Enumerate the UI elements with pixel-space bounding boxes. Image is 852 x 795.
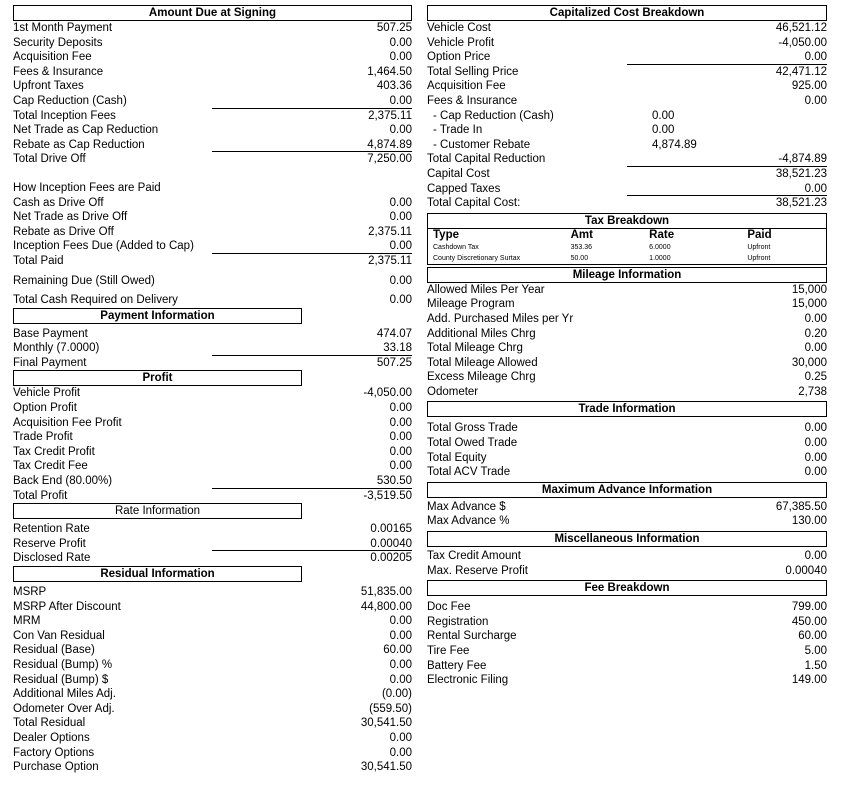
rate-info-header: Rate Information: [13, 503, 302, 519]
tax-section: [427, 229, 827, 265]
fee-row: Doc Fee 799.00: [427, 601, 827, 614]
payment-info-header: Payment Information: [13, 308, 302, 324]
cap-cost-section: [427, 21, 827, 211]
trade-row: Total Equity 0.00: [427, 451, 827, 464]
rate-row: Reserve Profit 0.00040: [13, 537, 412, 550]
residual-row: MSRP 51,835.00: [13, 586, 412, 598]
fee-row: Battery Fee 1.50: [427, 659, 827, 672]
residual-row: Con Van Residual 0.00: [13, 629, 412, 642]
mileage-row: Mileage Program 15,000: [427, 298, 827, 311]
cap-row: Vehicle Cost 46,521.12: [427, 22, 827, 34]
mileage-row: Total Mileage Chrg 0.00: [427, 342, 827, 355]
payment-row: Monthly (7.0000) 33.18: [13, 342, 412, 355]
right-column: [427, 5, 827, 688]
profit-header: Profit: [13, 370, 302, 386]
max-advance-row: Max Advance $ 67,385.50: [427, 500, 827, 513]
amount-due-header: Amount Due at Signing: [13, 5, 412, 21]
mileage-section: [427, 283, 827, 400]
amount-row: Cap Reduction (Cash) 0.00: [13, 94, 412, 107]
remaining-row: Remaining Due (Still Owed) 0.00: [13, 274, 412, 287]
residual-info-header: Residual Information: [13, 566, 302, 582]
profit-row: Tax Credit Fee 0.00: [13, 460, 412, 473]
paid-row: Inception Fees Due (Added to Cap) 0.00: [13, 240, 412, 253]
trade-section: [427, 421, 827, 479]
rate-info-section: [13, 522, 412, 566]
mileage-row: Odometer 2,738: [427, 385, 827, 398]
amount-row: Upfront Taxes 403.36: [13, 80, 412, 93]
profit-row: Trade Profit 0.00: [13, 431, 412, 444]
fee-section: [427, 600, 827, 688]
fee-row: Electronic Filing 149.00: [427, 674, 827, 687]
fee-header: Fee Breakdown: [427, 580, 827, 596]
mileage-row: Allowed Miles Per Year 15,000: [427, 283, 827, 296]
residual-row: Odometer Over Adj. (559.50): [13, 702, 412, 715]
misc-row: Max. Reserve Profit 0.00040: [427, 564, 827, 577]
cap-cost-header: Capitalized Cost Breakdown: [427, 5, 827, 21]
paid-row: Cash as Drive Off 0.00: [13, 196, 412, 209]
tax-table: [428, 229, 826, 264]
mileage-row: Excess Mileage Chrg 0.25: [427, 371, 827, 384]
rate-row: Disclosed Rate 0.00205: [13, 552, 412, 565]
fee-row: Rental Surcharge 60.00: [427, 630, 827, 643]
tax-row: Cashdown Tax 353.36 6.0000 Upfront: [433, 243, 771, 251]
profit-row: Vehicle Profit -4,050.00: [13, 387, 412, 400]
profit-row: Total Profit -3,519.50: [13, 489, 412, 502]
misc-section: [427, 549, 827, 578]
residual-row: Purchase Option 30,541.50: [13, 761, 412, 774]
payment-row: Base Payment 474.07: [13, 327, 412, 340]
cap-row: Fees & Insurance 0.00: [427, 94, 827, 107]
trade-row: Total Owed Trade 0.00: [427, 437, 827, 450]
trade-header: Trade Information: [427, 401, 827, 417]
paid-row: Total Paid 2,375.11: [13, 254, 412, 267]
cap-row: Total Selling Price 42,471.12: [427, 65, 827, 78]
mileage-row: Add. Purchased Miles per Yr 0.00: [427, 312, 827, 325]
profit-row: Back End (80.00%) 530.50: [13, 475, 412, 488]
max-advance-section: [427, 500, 827, 529]
tax-row: County Discretionary Surtax 50.00 1.0000 Upfront: [433, 254, 771, 262]
rate-row: Retention Rate 0.00165: [13, 523, 412, 536]
paid-row: Rebate as Drive Off 2,375.11: [13, 225, 412, 238]
trade-row: Total ACV Trade 0.00: [427, 466, 827, 479]
residual-row: Dealer Options 0.00: [13, 731, 412, 744]
residual-row: Residual (Bump) % 0.00: [13, 658, 412, 671]
amount-row: Acquisition Fee 0.00: [13, 51, 412, 64]
total-cash-row: Total Cash Required on Delivery 0.00: [13, 294, 412, 307]
cap-row: Vehicle Profit -4,050.00: [427, 36, 827, 49]
amount-row: 1st Month Payment 507.25: [13, 22, 412, 34]
misc-header: Miscellaneous Information: [427, 531, 827, 547]
residual-row: MRM 0.00: [13, 615, 412, 628]
residual-info-section: [13, 585, 412, 775]
profit-row: Tax Credit Profit 0.00: [13, 445, 412, 458]
cap-row: Capital Cost 38,521.23: [427, 167, 827, 180]
payment-info-section: [13, 327, 412, 371]
cap-row: Capped Taxes 0.00: [427, 182, 827, 195]
cap-row: Total Capital Reduction -4,874.89: [427, 153, 827, 166]
fee-row: Tire Fee 5.00: [427, 645, 827, 657]
residual-row: Residual (Base) 60.00: [13, 644, 412, 657]
max-advance-row: Max Advance % 130.00: [427, 515, 827, 528]
cap-row: - Customer Rebate 4,874.89: [433, 138, 697, 151]
residual-row: Total Residual 30,541.50: [13, 717, 412, 730]
amount-row: Total Drive Off 7,250.00: [13, 153, 412, 166]
amount-due-section: [13, 21, 412, 308]
left-column: [13, 5, 412, 775]
mileage-header: Mileage Information: [427, 267, 827, 283]
amount-row: Fees & Insurance 1,464.50: [13, 65, 412, 78]
misc-row: Tax Credit Amount 0.00: [427, 550, 827, 563]
cap-row: - Cap Reduction (Cash) 0.00: [433, 109, 675, 122]
amount-row: Total Inception Fees 2,375.11: [13, 109, 412, 122]
profit-section: [13, 386, 412, 503]
fee-row: Registration 450.00: [427, 615, 827, 628]
profit-row: Acquisition Fee Profit 0.00: [13, 416, 412, 429]
max-advance-header: Maximum Advance Information: [427, 482, 827, 498]
paid-row: Net Trade as Drive Off 0.00: [13, 211, 412, 224]
amount-row: Net Trade as Cap Reduction 0.00: [13, 124, 412, 137]
payment-row: Final Payment 507.25: [13, 356, 412, 369]
profit-row: Option Profit 0.00: [13, 402, 412, 415]
amount-row: Security Deposits 0.00: [13, 36, 412, 49]
cap-row: Acquisition Fee 925.00: [427, 80, 827, 93]
residual-row: Residual (Bump) $ 0.00: [13, 673, 412, 686]
residual-row: MSRP After Discount 44,800.00: [13, 600, 412, 613]
cap-row: Option Price 0.00: [427, 51, 827, 64]
mileage-row: Total Mileage Allowed 30,000: [427, 356, 827, 369]
residual-row: Factory Options 0.00: [13, 746, 412, 759]
cap-row: Total Capital Cost: 38,521.23: [427, 197, 827, 210]
cap-row: - Trade In 0.00: [433, 124, 675, 137]
tax-header-row: Type Amt Rate Paid: [433, 229, 772, 242]
tax-header: Tax Breakdown: [427, 213, 827, 229]
residual-row: Additional Miles Adj. (0.00): [13, 688, 412, 701]
how-paid-label: How Inception Fees are Paid: [13, 181, 161, 194]
trade-row: Total Gross Trade 0.00: [427, 422, 827, 435]
amount-row: Rebate as Cap Reduction 4,874.89: [13, 138, 412, 151]
mileage-row: Additional Miles Chrg 0.20: [427, 327, 827, 340]
